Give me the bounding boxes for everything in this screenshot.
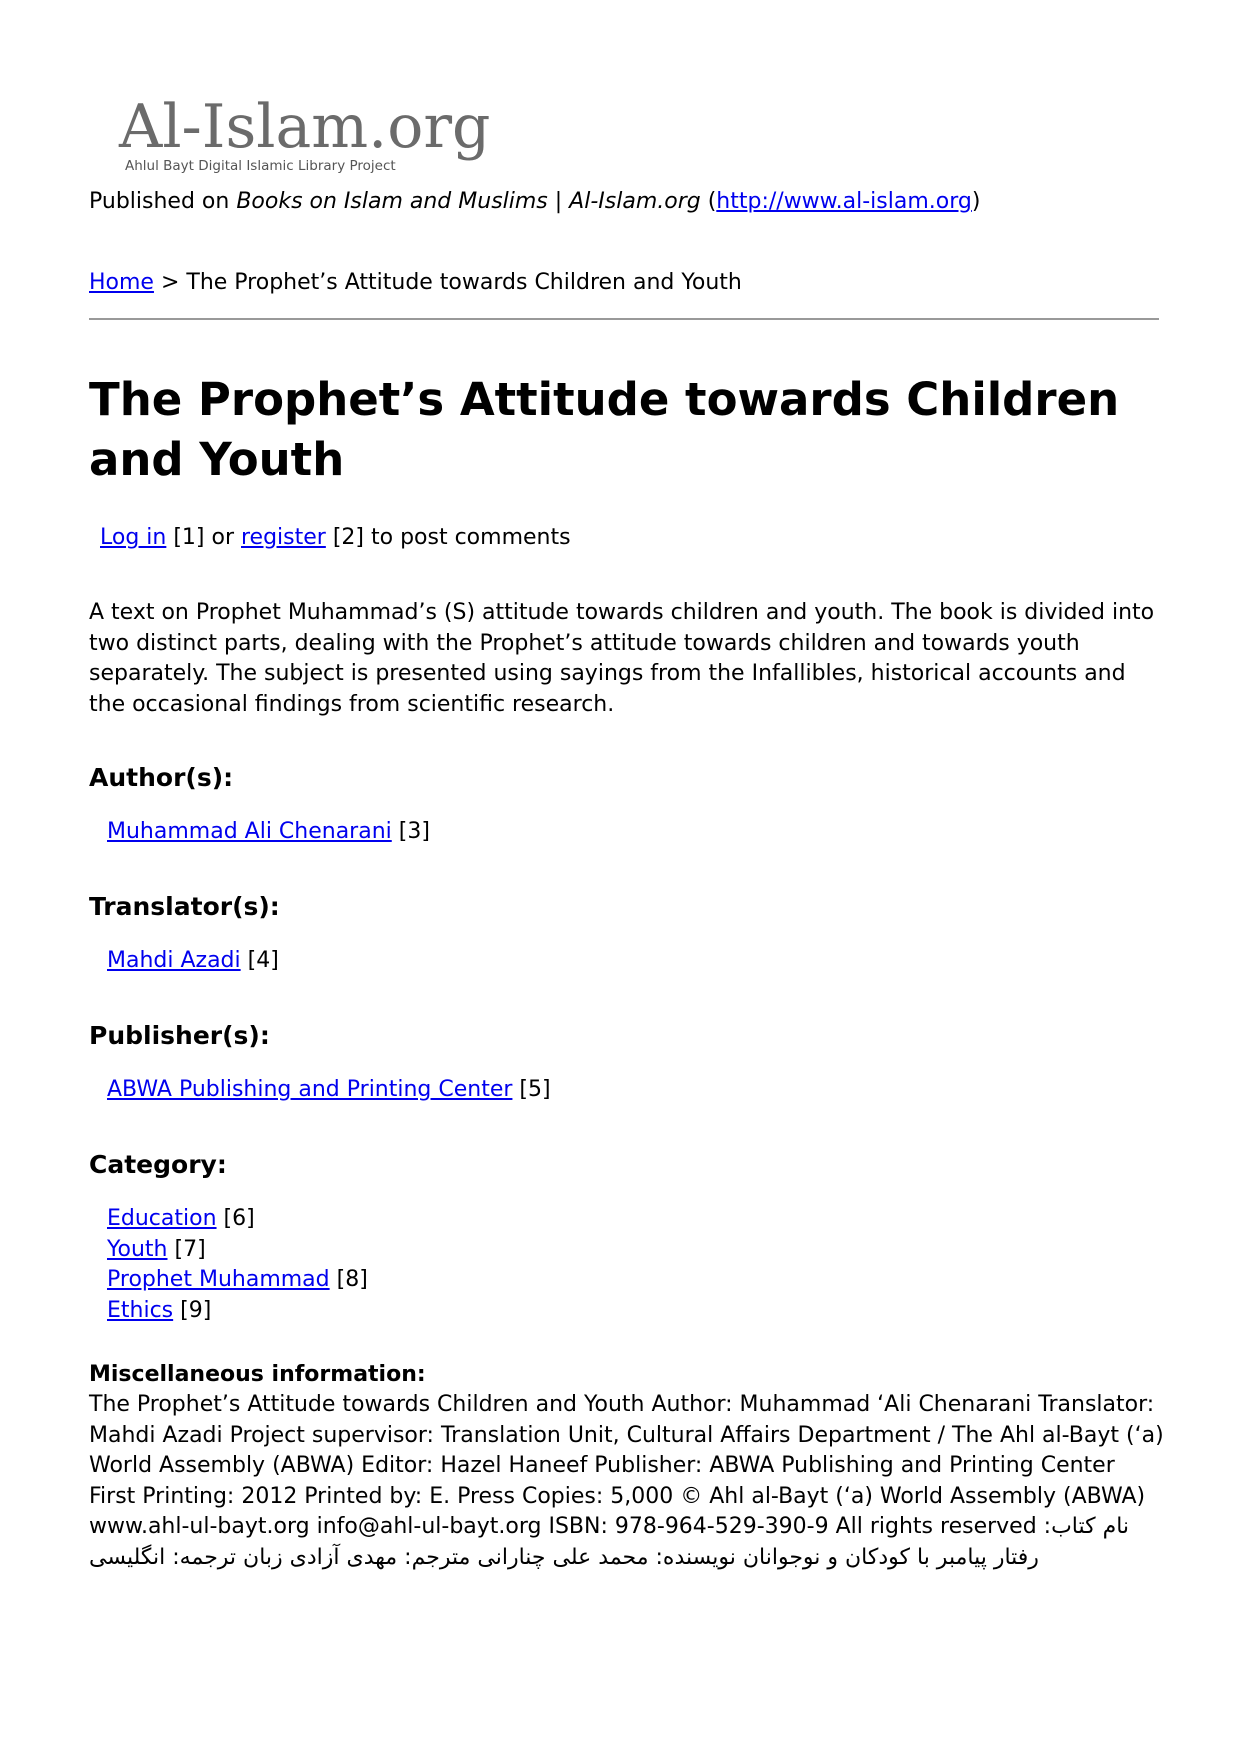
category-label: Category: <box>89 1150 227 1179</box>
site-url-link[interactable]: http://www.al-islam.org <box>716 189 972 214</box>
authors-list <box>107 817 430 848</box>
logo-wordmark: Al-Islam.org <box>119 92 491 162</box>
author-link[interactable]: Muhammad Ali Chenarani <box>107 819 392 844</box>
breadcrumb-home-link[interactable]: Home <box>89 270 154 295</box>
misc-info-label: Miscellaneous information: <box>89 1362 426 1387</box>
list-item <box>107 1075 551 1106</box>
comment-login-line <box>100 523 571 553</box>
category-link-ethics[interactable]: Ethics <box>107 1297 174 1323</box>
list-item <box>107 1235 368 1266</box>
list-item <box>107 1265 368 1296</box>
translators-label: Translator(s): <box>89 892 280 921</box>
breadcrumb-separator: > <box>153 270 187 295</box>
authors-label: Author(s): <box>89 763 234 792</box>
site-logo[interactable] <box>119 92 559 178</box>
header-divider <box>89 318 1159 320</box>
translators-list <box>107 946 279 977</box>
breadcrumb <box>89 268 742 298</box>
register-link[interactable]: register <box>241 525 326 550</box>
book-summary: A text on Prophet Muhammad’s (S) attitude towards children and youth. The book is divided into two distinct parts, dealing with the Prophet’s attitude towards children and towards youth separately. The subject is presented using sayings from the Infallibles, historical accounts and the occasional findings from scientific research. <box>89 600 1155 717</box>
category-ref: [6] <box>216 1206 255 1231</box>
publishers-label: Publisher(s): <box>89 1021 270 1050</box>
category-link-prophet-muhammad[interactable]: Prophet Muhammad <box>107 1267 330 1292</box>
category-ref: [8] <box>329 1267 368 1292</box>
misc-info-text: The Prophet’s Attitude towards Children and Youth Author: Muhammad ‘Ali Chenarani Translator: Mahdi Azadi Project supervisor: Translation Unit, Cultural Affairs Department / The Ahl al-Bayt (‘a) World Assembly (ABWA) Editor: Hazel Haneef Publisher: ABWA Publishing and Printing Center First Printing: 2012 Printed by: E. Press Copies: 5,000 © Ahl al-Bayt (‘a) World Assembly (ABWA) www.ahl-ul-bayt.org info@ahl-ul-bayt.org ISBN: 978-964-529-390-9 All rights reserved نام کتاب: رفتار پیامبر با کودکان و نوجوانان نویسنده: محمد علی چنارانی مترجم: مهدی آزادی زبان ترجمه: انگلیسی <box>89 1392 1164 1570</box>
page-title: The Prophet’s Attitude towards Children and Youth <box>89 373 1120 486</box>
published-close-paren: ) <box>971 189 981 214</box>
list-item <box>107 817 430 848</box>
login-link[interactable]: Log in <box>100 525 167 550</box>
published-site-name: Books on Islam and Muslims | Al-Islam.org <box>236 189 701 214</box>
list-item <box>107 1296 368 1327</box>
publisher-link[interactable]: ABWA Publishing and Printing Center <box>107 1077 513 1102</box>
translator-ref: [4] <box>240 948 279 973</box>
category-list <box>107 1204 368 1326</box>
category-ref: [7] <box>167 1236 206 1262</box>
category-link-youth[interactable]: Youth <box>107 1236 168 1262</box>
breadcrumb-current: The Prophet’s Attitude towards Children and Youth <box>186 270 742 295</box>
category-ref: [9] <box>173 1297 212 1323</box>
published-prefix: Published on <box>89 189 237 214</box>
published-open-paren: ( <box>700 189 717 214</box>
publishers-list <box>107 1075 551 1106</box>
register-ref: [2] to post comments <box>325 525 571 550</box>
logo-tagline: Ahlul Bayt Digital Islamic Library Project <box>125 158 396 174</box>
publisher-ref: [5] <box>512 1077 551 1102</box>
translator-link[interactable]: Mahdi Azadi <box>107 948 241 973</box>
category-link-education[interactable]: Education <box>107 1206 217 1231</box>
login-ref: [1] or <box>166 525 241 550</box>
published-on-line <box>89 187 980 217</box>
author-ref: [3] <box>391 819 430 844</box>
list-item <box>107 946 279 977</box>
list-item <box>107 1204 368 1235</box>
